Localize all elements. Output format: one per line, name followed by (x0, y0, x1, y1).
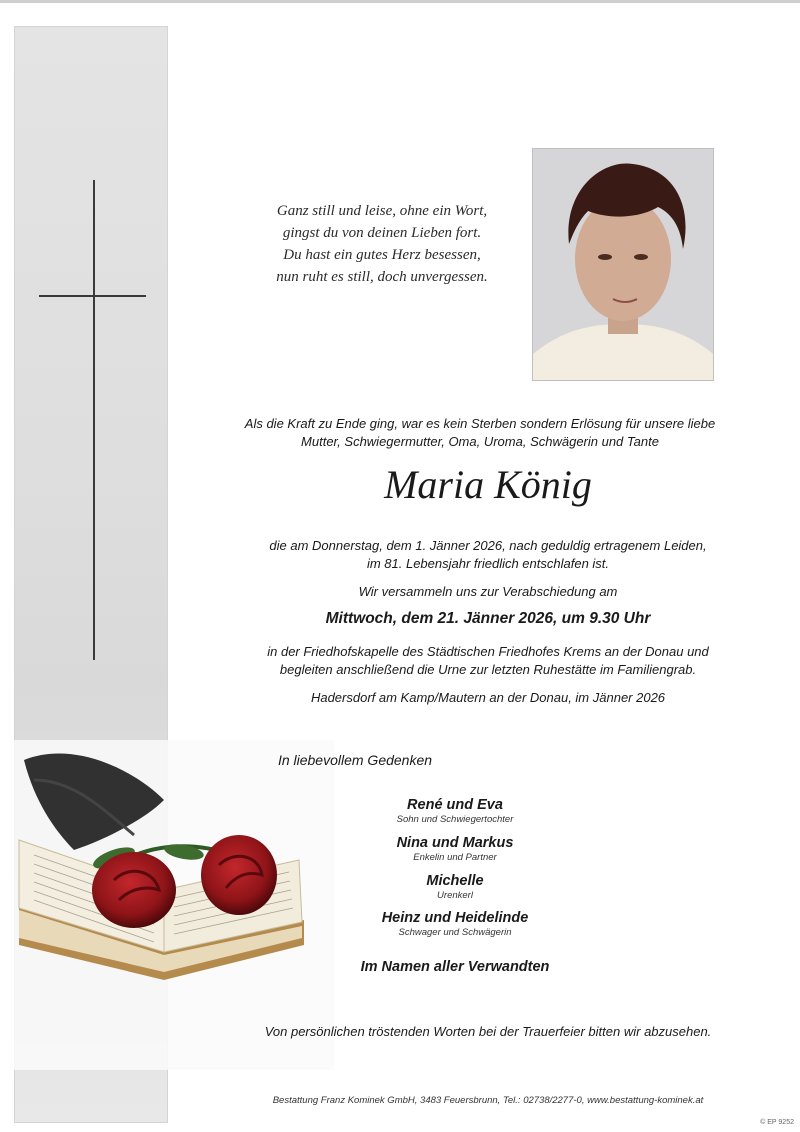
mourner-relation: Urenkerl (437, 890, 473, 901)
gathering-text: Wir versammeln uns zur Verabschiedung am (358, 584, 618, 599)
mourner-name: Michelle (426, 873, 484, 889)
portrait-image (533, 149, 713, 380)
location-line: in der Friedhofskapelle des Städtischen Friedhofes Krems an der Donau und (267, 644, 709, 659)
cross-horizontal-bar (39, 295, 146, 297)
poem-line: Ganz still und leise, ohne ein Wort, (276, 203, 488, 219)
mourner-entry (300, 872, 610, 901)
portrait-photo (532, 148, 714, 381)
death-info (200, 537, 776, 573)
intro-line: Als die Kraft zu Ende ging, war es kein Sterben sondern Erlösung für unsere liebe (244, 416, 716, 431)
poem-line: nun ruht es still, doch unvergessen. (276, 269, 488, 285)
mourner-entry (300, 796, 610, 825)
mourner-entry (300, 909, 610, 938)
mourner-relation: Enkelin und Partner (413, 852, 497, 863)
poem (232, 200, 532, 288)
namen-aller-verwandten: Im Namen aller Verwandten (360, 959, 550, 975)
mourner-relation: Sohn und Schwiegertochter (396, 814, 514, 825)
ceremony-date: Mittwoch, dem 21. Jänner 2026, um 9.30 Uhr (325, 610, 651, 627)
place-date: Hadersdorf am Kamp/Mautern an der Donau, im Jänner 2026 (310, 690, 666, 705)
mourner-entry (300, 834, 610, 863)
mourner-name: René und Eva (407, 797, 503, 813)
top-border-line (0, 0, 800, 3)
death-info-line: die am Donnerstag, dem 1. Jänner 2026, nach geduldig ertragenem Leiden, (269, 538, 707, 553)
intro-text (200, 415, 760, 451)
poem-line: Du hast ein gutes Herz besessen, (283, 247, 481, 263)
deceased-name: Maria König (384, 462, 592, 507)
mourner-name: Heinz und Heidelinde (381, 910, 529, 926)
death-info-line: im 81. Lebensjahr friedlich entschlafen ist. (366, 556, 610, 571)
poem-line: gingst du von deinen Lieben fort. (282, 225, 482, 241)
mourner-relation: Schwager und Schwägerin (398, 927, 512, 938)
print-code: © EP 9252 (760, 1119, 794, 1126)
location-text (200, 643, 776, 679)
cross-vertical-bar (93, 180, 95, 660)
intro-line: Mutter, Schwiegermutter, Oma, Uroma, Schwägerin und Tante (301, 434, 659, 449)
closing-note: Von persönlichen tröstenden Worten bei der Trauerfeier bitten wir abzusehen. (264, 1024, 712, 1039)
gedenken-heading: In liebevollem Gedenken (277, 752, 433, 768)
book-roses-illustration (14, 740, 334, 1070)
funeral-home-footer: Bestattung Franz Kominek GmbH, 3483 Feuersbrunn, Tel.: 02738/2277-0, www.bestattung-kominek.at (272, 1095, 704, 1106)
location-line: begleiten anschließend die Urne zur letzten Ruhestätte im Familiengrab. (279, 662, 697, 677)
mourner-name: Nina und Markus (396, 835, 514, 851)
